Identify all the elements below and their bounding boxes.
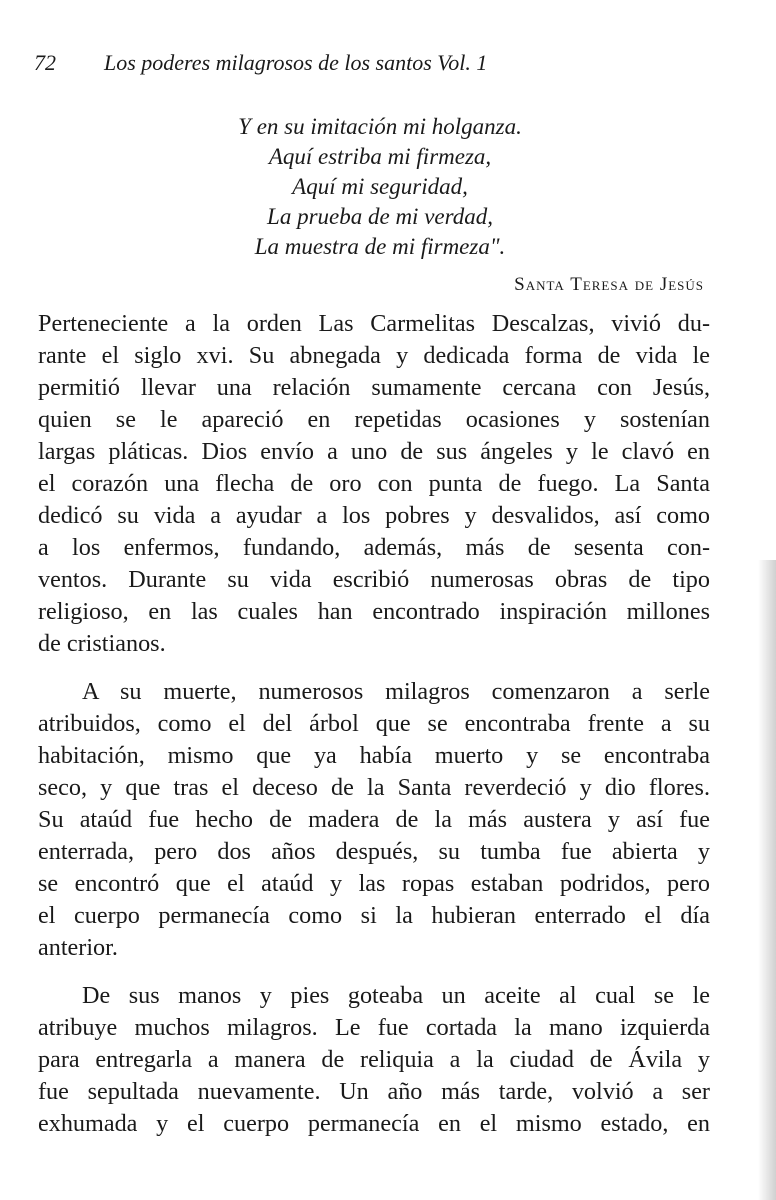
text-line: Su ataúd fue hecho de madera de la más austera y así fue xyxy=(38,806,710,833)
text-line: dedicó su vida a ayudar a los pobres y desvalidos, así como xyxy=(38,502,710,529)
text-line: quien se le apareció en repetidas ocasiones y sostenían xyxy=(38,406,710,433)
text-line: de cristianos. xyxy=(38,630,166,657)
text-line: rante el siglo xvi. Su abnegada y dedicada forma de vida le xyxy=(38,342,710,369)
text-line: ventos. Durante su vida escribió numerosas obras de tipo xyxy=(38,566,710,593)
text-line: enterrada, pero dos años después, su tumba fue abierta y xyxy=(38,838,710,865)
text-line: religioso, en las cuales han encontrado inspiración millones xyxy=(38,598,710,625)
text-line: habitación, mismo que ya había muerto y se encontraba xyxy=(38,742,710,769)
text-line: para entregarla a manera de reliquia a la ciudad de Ávila y xyxy=(38,1046,710,1073)
text-line: a los enfermos, fundando, además, más de sesenta con- xyxy=(38,534,710,561)
text-line: atribuye muchos milagros. Le fue cortada la mano izquierda xyxy=(38,1014,710,1041)
poem-line: Y en su imitación mi holganza. xyxy=(238,114,522,139)
text-line: atribuidos, como el del árbol que se encontraba frente a su xyxy=(38,710,710,737)
poem-line: La muestra de mi firmeza". xyxy=(254,234,506,259)
poem-attribution: Santa Teresa de Jesús xyxy=(514,274,704,295)
paragraph-3 xyxy=(38,980,710,1140)
paragraph-1 xyxy=(38,308,710,660)
text-line: exhumada y el cuerpo permanecía en el mismo estado, en xyxy=(38,1110,710,1137)
text-line: anterior. xyxy=(38,934,118,961)
text-line: A su muerte, numerosos milagros comenzaron a serle xyxy=(82,678,710,705)
text-line: el corazón una flecha de oro con punta de fuego. La Santa xyxy=(38,470,710,497)
text-line: se encontró que el ataúd y las ropas estaban podridos, pero xyxy=(38,870,710,897)
running-title: Los poderes milagrosos de los santos Vol. 1 xyxy=(104,50,488,75)
text-line: seco, y que tras el deceso de la Santa reverdeció y dio flores. xyxy=(38,774,710,801)
text-line: Perteneciente a la orden Las Carmelitas Descalzas, vivió du- xyxy=(38,310,710,337)
page-number: 72 xyxy=(34,50,56,75)
paragraph-2 xyxy=(38,676,710,964)
text-line: largas pláticas. Dios envío a uno de sus ángeles y le clavó en xyxy=(38,438,710,465)
text-line: permitió llevar una relación sumamente cercana con Jesús, xyxy=(38,374,710,401)
poem-line: Aquí mi seguridad, xyxy=(292,174,468,199)
page-binding-shadow xyxy=(758,560,776,1200)
poem-excerpt xyxy=(200,112,560,262)
poem-line: La prueba de mi verdad, xyxy=(267,204,493,229)
poem-line: Aquí estriba mi firmeza, xyxy=(268,144,492,169)
text-line: el cuerpo permanecía como si la hubieran enterrado el día xyxy=(38,902,710,929)
text-line: De sus manos y pies goteaba un aceite al cual se le xyxy=(82,982,710,1009)
body-text xyxy=(38,308,710,1140)
text-line: fue sepultada nuevamente. Un año más tarde, volvió a ser xyxy=(38,1078,710,1105)
